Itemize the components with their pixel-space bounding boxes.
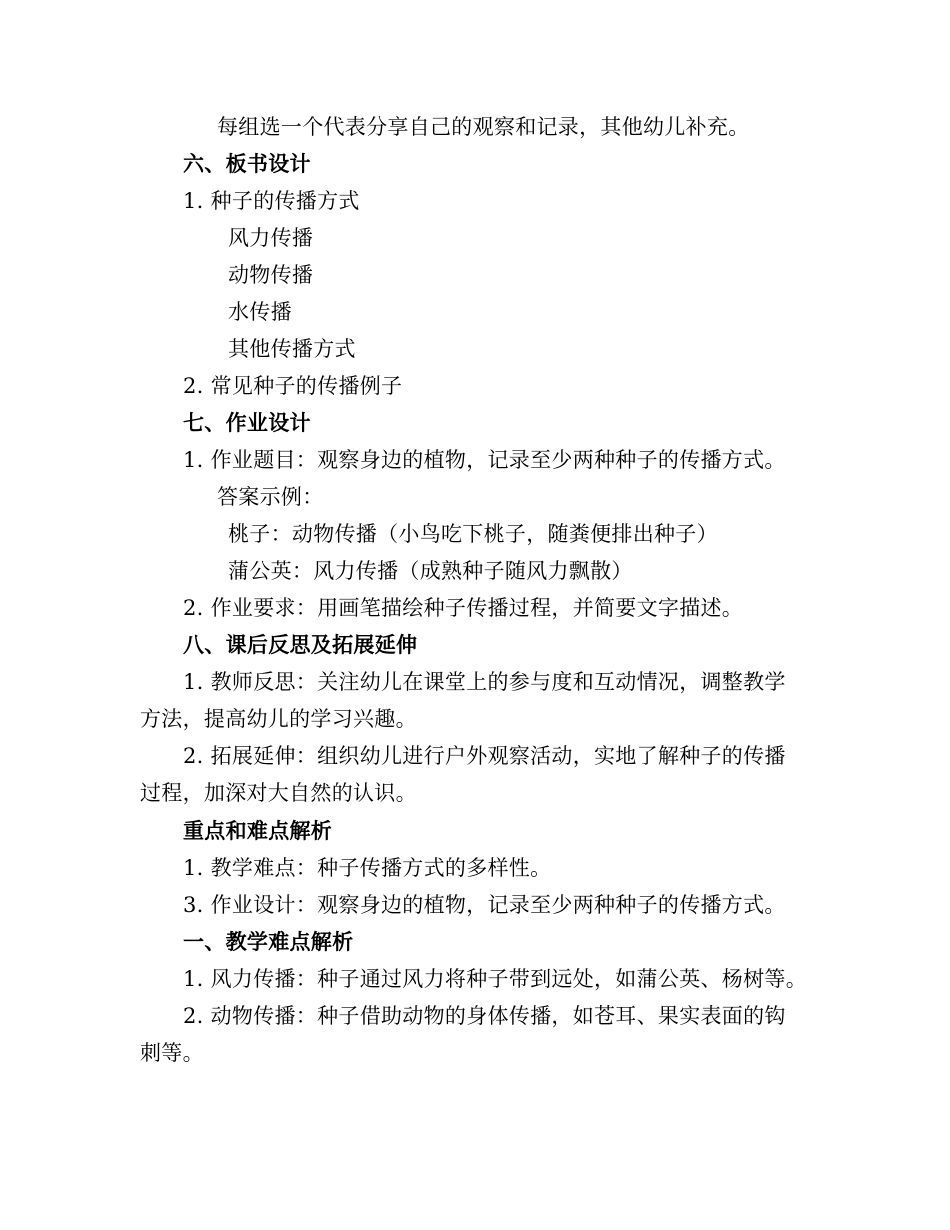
heading-difficulty-analysis: 一、教学难点解析 bbox=[183, 929, 354, 954]
heading-homework-design: 七、作业设计 bbox=[183, 410, 311, 435]
answer-example-label: 答案示例： bbox=[217, 485, 324, 509]
answer-example-dandelion: 蒲公英：风力传播（成熟种子随风力飘散） bbox=[228, 559, 633, 583]
sub-item-other-dispersal: 其他传播方式 bbox=[228, 337, 356, 361]
list-item-seed-dispersal-methods: 1. 种子的传播方式 bbox=[183, 189, 360, 213]
paragraph-teacher-reflection-cont: 方法，提高幼儿的学习兴趣。 bbox=[140, 707, 417, 731]
paragraph-animal-dispersal: 2. 动物传播：种子借助动物的身体传播，如苍耳、果实表面的钩 bbox=[183, 1004, 786, 1028]
list-item-homework-requirement: 2. 作业要求：用画笔描绘种子传播过程，并简要文字描述。 bbox=[183, 596, 744, 620]
paragraph-group-sharing: 每组选一个代表分享自己的观察和记录，其他幼儿补充。 bbox=[217, 115, 750, 139]
list-item-common-examples: 2. 常见种子的传播例子 bbox=[183, 374, 403, 398]
sub-item-water-dispersal: 水传播 bbox=[228, 300, 292, 324]
paragraph-extension: 2. 拓展延伸：组织幼儿进行户外观察活动，实地了解种子的传播 bbox=[183, 744, 786, 768]
sub-item-animal-dispersal: 动物传播 bbox=[228, 263, 314, 287]
list-item-homework-design: 3. 作业设计：观察身边的植物，记录至少两种种子的传播方式。 bbox=[183, 893, 786, 917]
heading-key-difficult-points: 重点和难点解析 bbox=[183, 818, 333, 843]
list-item-homework-topic: 1. 作业题目：观察身边的植物，记录至少两种种子的传播方式。 bbox=[183, 448, 786, 472]
list-item-teaching-difficulty: 1. 教学难点：种子传播方式的多样性。 bbox=[183, 856, 552, 880]
sub-item-wind-dispersal: 风力传播 bbox=[228, 226, 314, 250]
paragraph-extension-cont: 过程，加深对大自然的认识。 bbox=[140, 781, 417, 805]
heading-board-design: 六、板书设计 bbox=[183, 151, 311, 176]
paragraph-animal-dispersal-cont: 刺等。 bbox=[140, 1041, 204, 1065]
paragraph-wind-dispersal: 1. 风力传播：种子通过风力将种子带到远处，如蒲公英、杨树等。 bbox=[183, 967, 808, 991]
answer-example-peach: 桃子：动物传播（小鸟吃下桃子，随粪便排出种子） bbox=[228, 522, 718, 546]
paragraph-teacher-reflection: 1. 教师反思：关注幼儿在课堂上的参与度和互动情况，调整教学 bbox=[183, 670, 786, 694]
heading-reflection-extension: 八、课后反思及拓展延伸 bbox=[183, 632, 418, 657]
